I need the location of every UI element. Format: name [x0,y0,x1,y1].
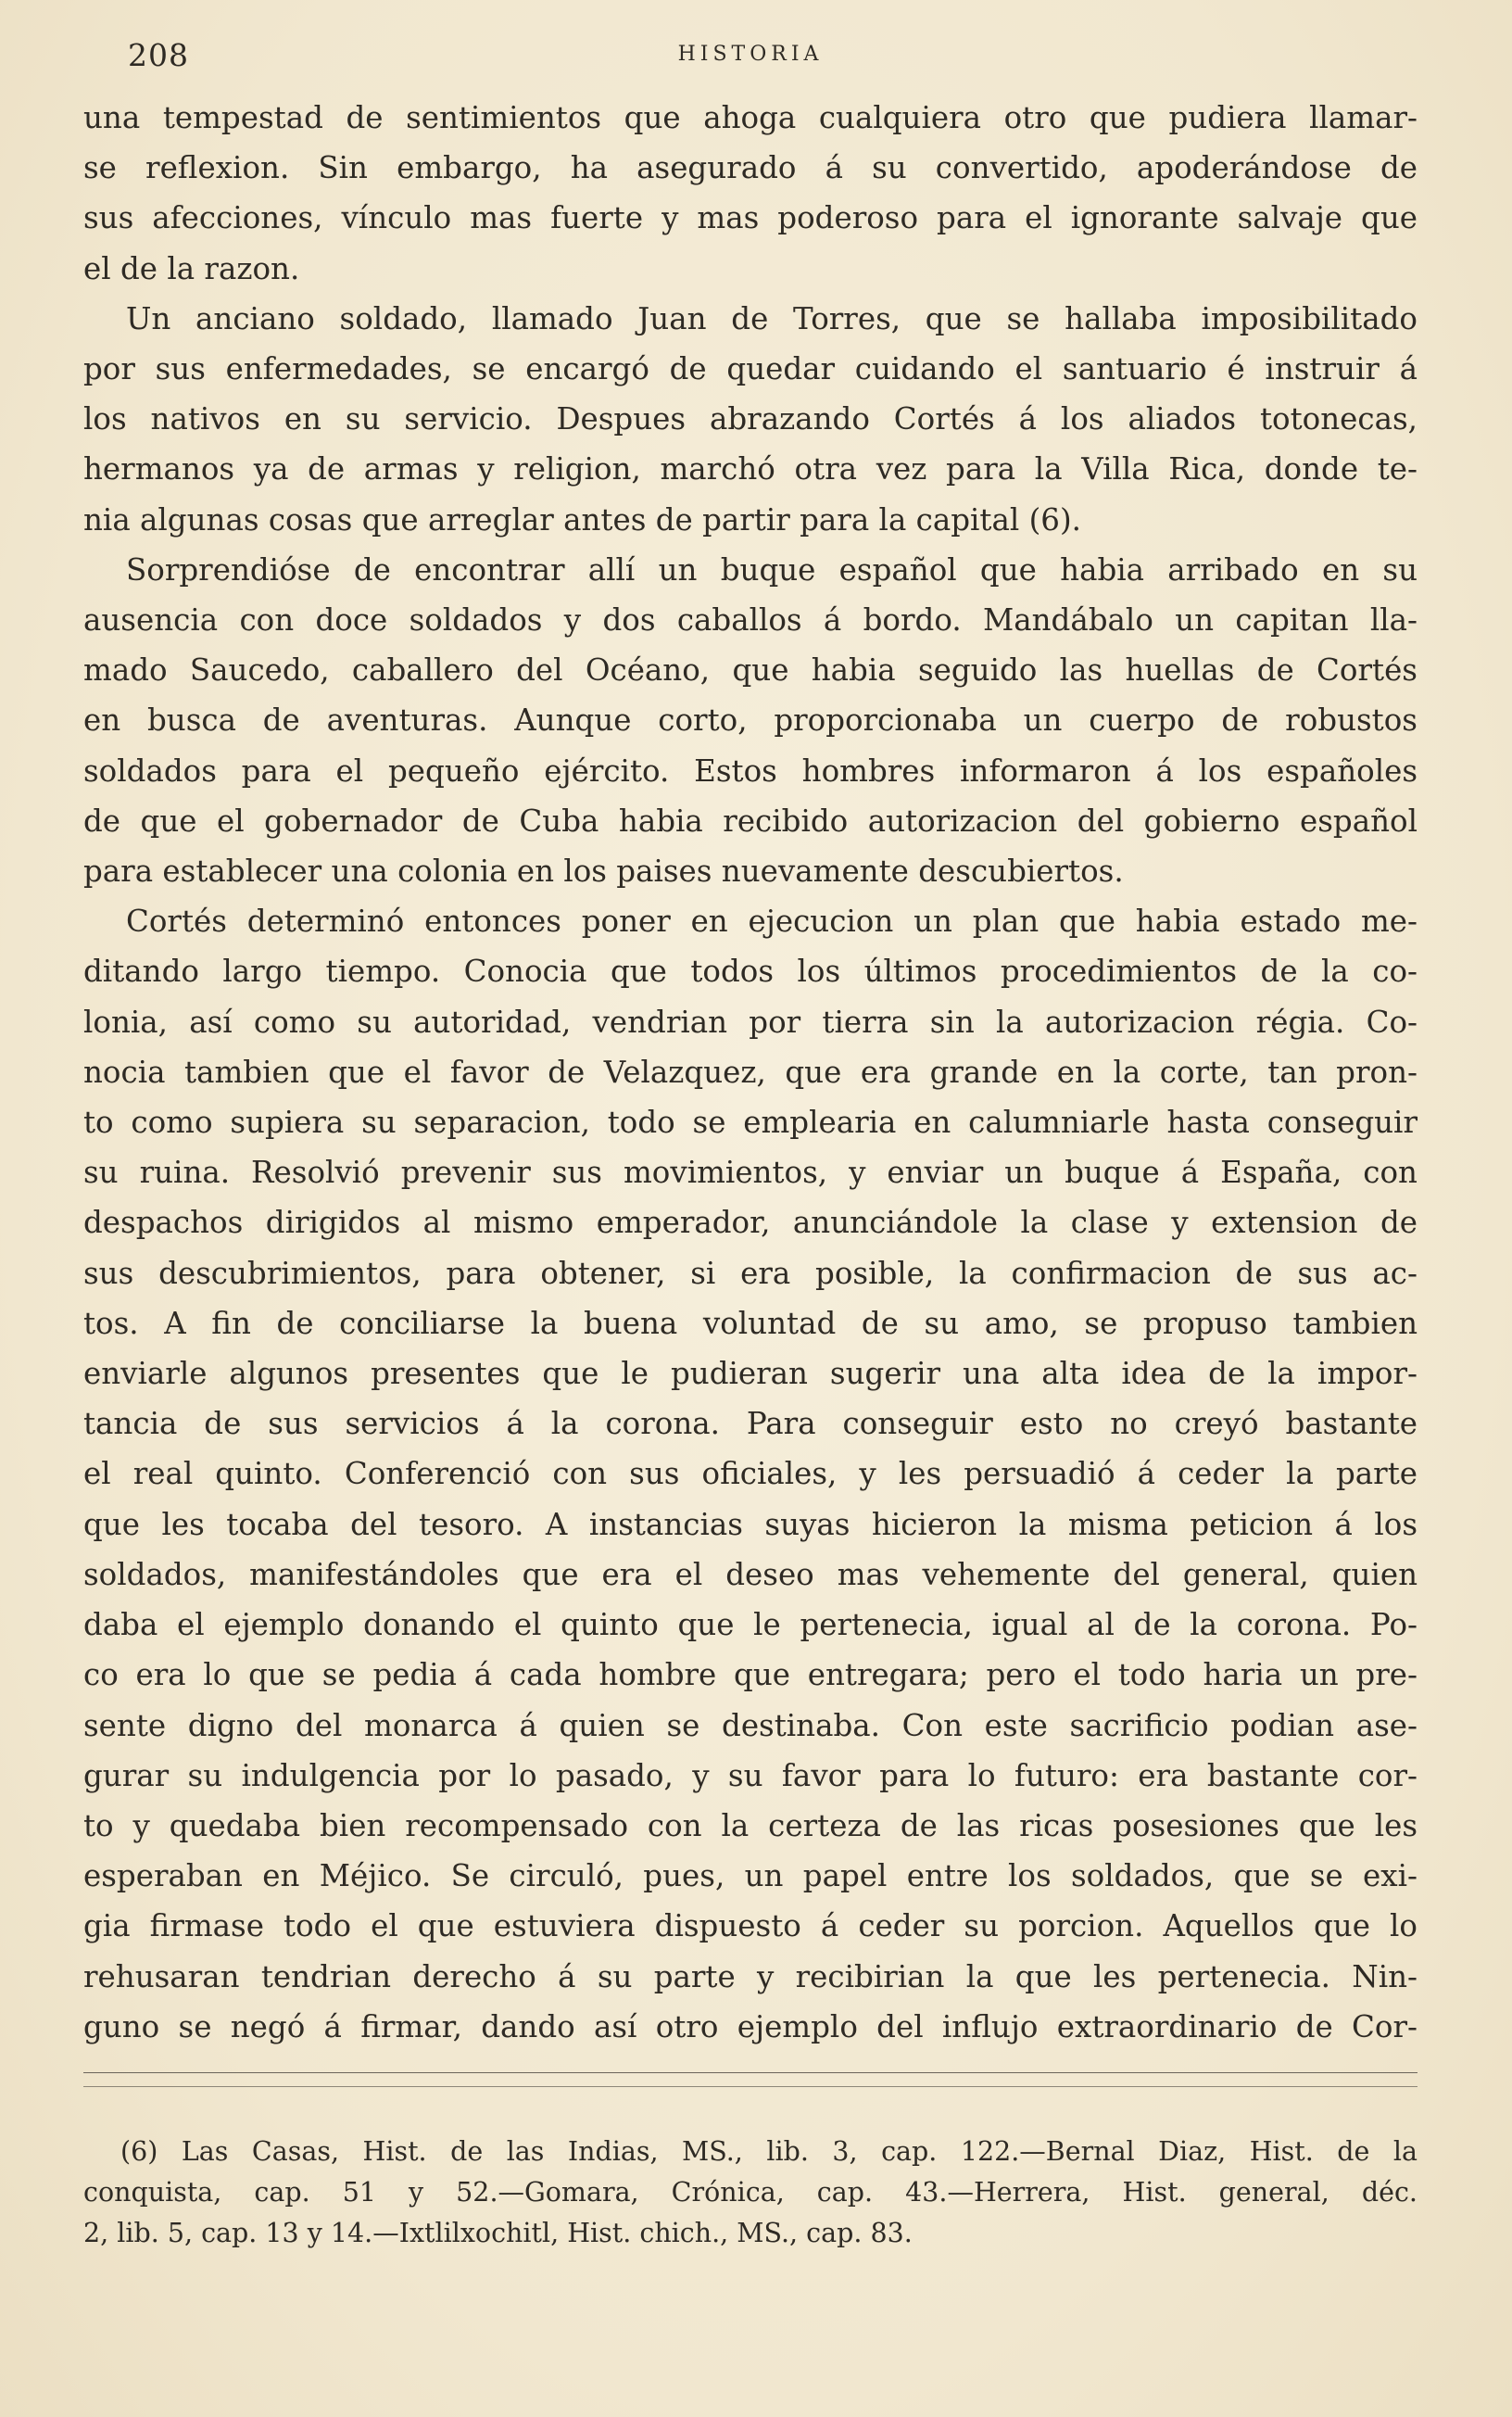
text-line: el de la razon. [83,250,300,286]
running-title: HISTORIA [677,43,824,66]
text-line: gurar su indulgencia por lo pasado, y su favor para lo futuro: era bastante cor- [83,1757,1418,1793]
footnote-line: 2, lib. 5, cap. 13 y 14.—Ixtlilxochitl, Hist. chich., MS., cap. 83. [83,2218,913,2248]
text-line: sus afecciones, vínculo mas fuerte y mas poderoso para el ignorante salvaje que [83,200,1418,236]
footnote-separator [83,2072,1418,2100]
text-line: enviarle algunos presentes que le pudieran sugerir una alta idea de la impor- [83,1356,1418,1392]
text-line: to y quedaba bien recompensado con la certeza de las ricas posesiones que les [83,1807,1418,1843]
text-line: nia algunas cosas que arreglar antes de partir para la capital (6). [83,501,1081,538]
text-line: que les tocaba del tesoro. A instancias suyas hicieron la misma peticion á los [83,1506,1418,1542]
text-line: nocia tambien que el favor de Velazquez, que era grande en la corte, tan pron- [83,1054,1418,1090]
page-header [83,37,1418,74]
text-line: se reflexion. Sin embargo, ha asegurado á su convertido, apoderándose de [83,150,1418,186]
separator-rule [83,2086,1418,2087]
footnote-line: conquista, cap. 51 y 52.—Gomara, Crónica, cap. 43.—Herrera, Hist. general, déc. [83,2177,1418,2208]
text-line: su ruina. Resolvió prevenir sus movimientos, y enviar un buque á España, con [83,1155,1418,1191]
text-line: soldados para el pequeño ejército. Estos hombres informaron á los españoles [83,753,1418,789]
text-line: los nativos en su servicio. Despues abrazando Cortés á los aliados totonecas, [83,401,1418,437]
footnote [83,2132,1418,2254]
text-line: el real quinto. Conferenció con sus oficiales, y les persuadió á ceder la parte [83,1456,1418,1492]
text-line: esperaban en Méjico. Se circuló, pues, un papel entre los soldados, que se exi- [83,1858,1418,1894]
text-line: lonia, así como su autoridad, vendrian por tierra sin la autorizacion régia. Co- [83,1004,1418,1040]
text-line: ausencia con doce soldados y dos caballos á bordo. Mandábalo un capitan lla- [83,602,1418,639]
text-line: tancia de sus servicios á la corona. Para conseguir esto no creyó bastante [83,1406,1418,1442]
text-line: sus descubrimientos, para obtener, si era posible, la confirmacion de sus ac- [83,1255,1418,1291]
footnote-line: (6) Las Casas, Hist. de las Indias, MS., lib. 3, cap. 122.—Bernal Diaz, Hist. de la [120,2136,1418,2167]
paragraph [83,545,1418,896]
paragraph [83,93,1418,294]
text-line: co era lo que se pedia á cada hombre que entregara; pero el todo haria un pre- [83,1657,1418,1693]
paragraph [83,896,1418,2052]
text-line: por sus enfermedades, se encargó de quedar cuidando el santuario é instruir á [83,351,1418,387]
text-line: Un anciano soldado, llamado Juan de Torres, que se hallaba imposibilitado [126,300,1418,336]
text-line: despachos dirigidos al mismo emperador, anunciándole la clase y extension de [83,1205,1418,1241]
text-line: to como supiera su separacion, todo se emplearia en calumniarle hasta conseguir [83,1105,1418,1141]
text-line: para establecer una colonia en los paises nuevamente descubiertos. [83,854,1124,890]
text-line: de que el gobernador de Cuba habia recibido autorizacion del gobierno español [83,803,1418,839]
text-line: guno se negó á firmar, dando así otro ejemplo del influjo extraordinario de Cor- [83,2008,1418,2044]
text-line: mado Saucedo, caballero del Océano, que habia seguido las huellas de Cortés [83,652,1418,689]
text-line: tos. A fin de conciliarse la buena voluntad de su amo, se propuso tambien [83,1305,1418,1341]
text-line: soldados, manifestándoles que era el deseo mas vehemente del general, quien [83,1556,1418,1592]
separator-rule [83,2072,1418,2073]
text-line: hermanos ya de armas y religion, marchó otra vez para la Villa Rica, donde te- [83,451,1418,487]
text-line: gia firmase todo el que estuviera dispuesto á ceder su porcion. Aquellos que lo [83,1908,1418,1944]
text-line: rehusaran tendrian derecho á su parte y recibirian la que les pertenecia. Nin- [83,1958,1418,1994]
text-line: Sorprendióse de encontrar allí un buque español que habia arribado en su [126,551,1418,588]
text-line: sente digno del monarca á quien se destinaba. Con este sacrificio podian ase- [83,1707,1418,1743]
text-line: una tempestad de sentimientos que ahoga cualquiera otro que pudiera llamar- [83,100,1418,135]
text-line: en busca de aventuras. Aunque corto, proporcionaba un cuerpo de robustos [83,702,1418,739]
body-text [83,93,1418,2052]
text-line: daba el ejemplo donando el quinto que le pertenecia, igual al de la corona. Po- [83,1607,1418,1643]
paragraph [83,294,1418,545]
page-number: 208 [128,37,189,73]
text-line: Cortés determinó entonces poner en ejecucion un plan que habia estado me- [126,904,1418,940]
text-line: ditando largo tiempo. Conocia que todos los últimos procedimientos de la co- [83,954,1418,990]
